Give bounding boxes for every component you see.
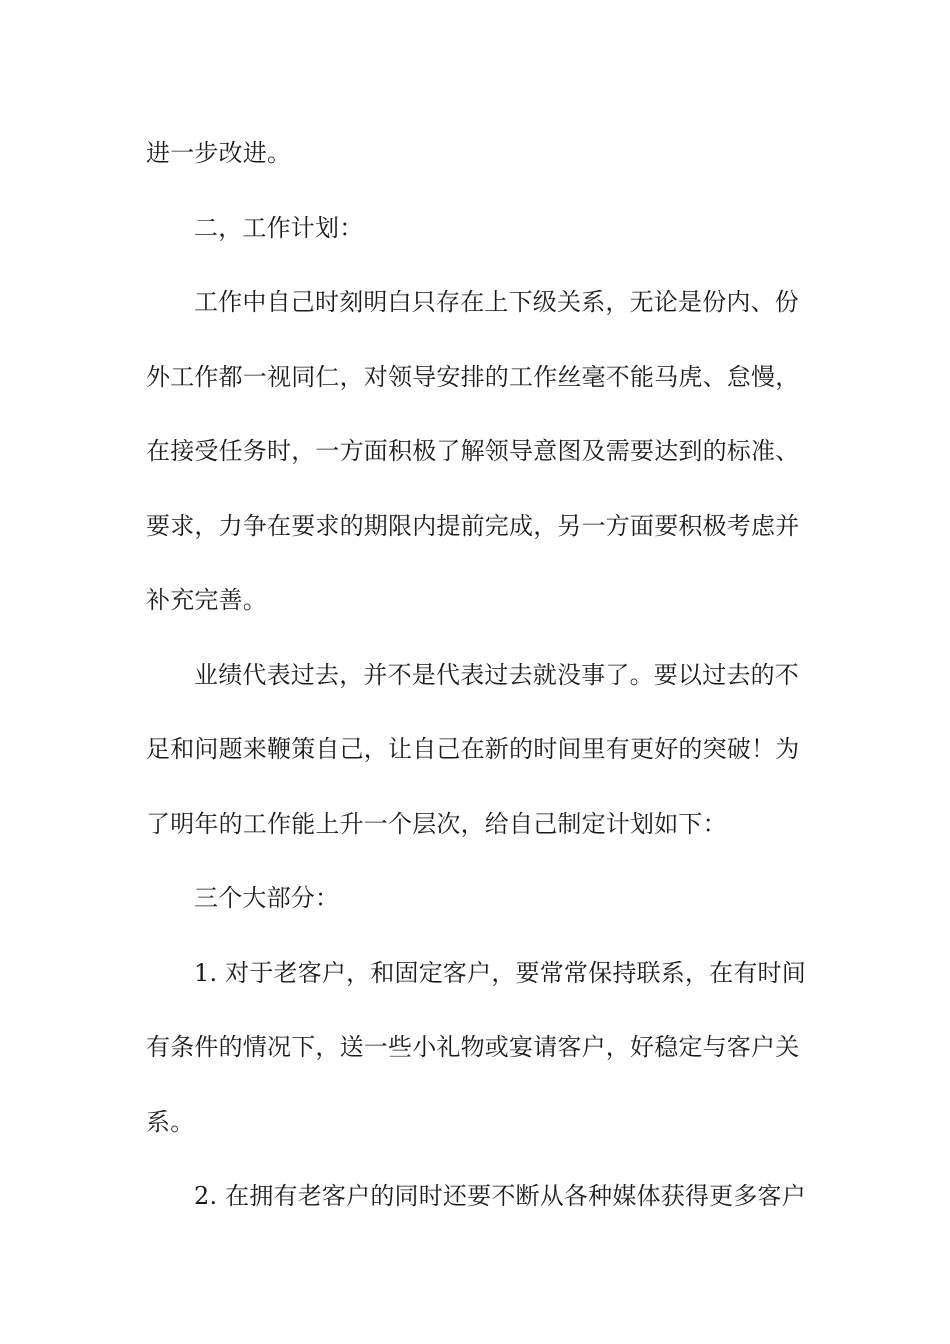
- text-line: 有条件的情况下，送一些小礼物或宴请客户，好稳定与客户关: [146, 1033, 800, 1061]
- text-line: 足和问题来鞭策自己，让自己在新的时间里有更好的突破！为: [146, 735, 800, 763]
- list-item: 2. 在拥有老客户的同时还要不断从各种媒体获得更多客户: [194, 1182, 806, 1210]
- text-line: 补充完善。: [146, 586, 267, 614]
- text-line: 在接受任务时，一方面积极了解领导意图及需要达到的标准、: [146, 437, 800, 465]
- list-item: 1. 对于老客户，和固定客户，要常常保持联系，在有时间: [194, 958, 806, 987]
- text-line: 系。: [146, 1107, 195, 1136]
- section-heading: 三个大部分：: [194, 884, 340, 912]
- text-line: 了明年的工作能上升一个层次，给自己制定计划如下：: [146, 809, 727, 838]
- text-line: 工作中自己时刻明白只存在上下级关系，无论是份内、份: [194, 288, 799, 316]
- section-heading: 二，工作计划：: [194, 213, 364, 242]
- text-line: 外工作都一视同仁，对领导安排的工作丝毫不能马虎、怠慢，: [146, 362, 800, 391]
- text-line: 业绩代表过去，并不是代表过去就没事了。要以过去的不: [194, 660, 799, 689]
- text-line: 要求，力争在要求的期限内提前完成，另一方面要积极考虑并: [146, 511, 800, 540]
- document-body: [146, 126, 806, 1244]
- text-line: 进一步改进。: [146, 139, 292, 167]
